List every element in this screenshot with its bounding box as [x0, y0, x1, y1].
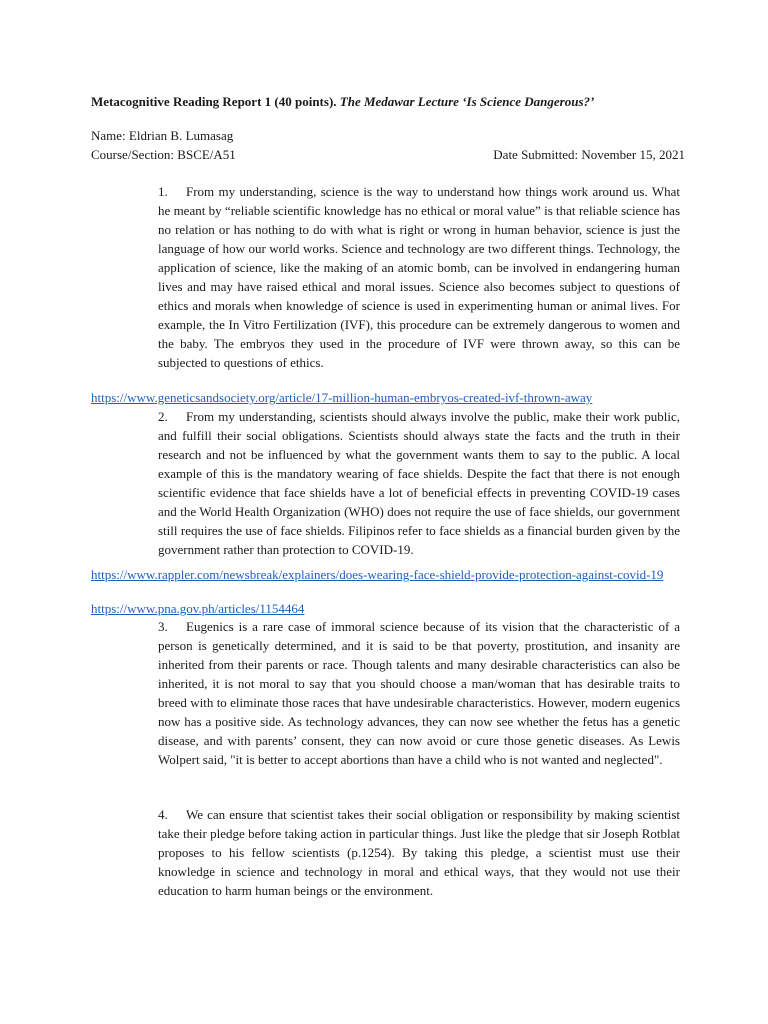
answer-1-text: From my understanding, science is the way to understand how things work around us. What he meant by “reliable scientific knowledge has no ethical or moral value” is that reliable science has no relation or has nothing to do with what is right or wrong in human behavior, science is just the language of how our world works. Science and technology are two different things. Technology, the application of science, like the making of an atomic bomb, can be involved in endangering human lives and may have raised ethical and moral issues. Science also becomes subject to questions of ethics and morals when knowledge of science is used in experimenting human or animal lives. For example, the In Vitro Fertilization (IVF), this procedure can be extremely dangerous to women and the baby. The embryos they used in the procedure of IVF were thrown away, so this can be subjected to questions of ethics.	[158, 184, 680, 370]
source-link-rappler[interactable]: https://www.rappler.com/newsbreak/explainers/does-wearing-face-shield-provide-protection-against-covid-19	[91, 567, 664, 582]
source-link-ivf[interactable]: https://www.geneticsandsociety.org/article/17-million-human-embryos-created-ivf-thrown-away	[91, 390, 593, 405]
answer-4	[158, 805, 680, 900]
answer-2-number: 2.	[158, 409, 168, 424]
course-section: Course/Section: BSCE/A51	[91, 147, 236, 162]
answer-4-text: We can ensure that scientist takes their social obligation or responsibility by making scientist take their pledge before taking action in particular things. Just like the pledge that sir Joseph Rotblat proposes to his fellow scientists (p.1254). By taking this pledge, a scientist must use their knowledge in science and technology in moral and ethical ways, that they would not use their education to harm human beings or the environment.	[158, 807, 680, 898]
answer-3-number: 3.	[158, 619, 168, 634]
course-date-row	[91, 145, 685, 164]
answer-1	[158, 182, 680, 372]
answer-3-text: Eugenics is a rare case of immoral science because of its vision that the characteristic of a person is genetically determined, and it is said to be that poverty, prostitution, and insanity are inherited from their parents or race. Though talents and many desirable characteristics can also be inherited, it is not moral to say that you should choose a man/woman that has desirable traits to breed with to eliminate those races that have undesirable characteristics. However, modern eugenics now has a positive side. As technology advances, they can now see whether the fetus has a genetic disease, and with parents’ consent, they can now avoid or cure those genetic diseases. As Lewis Wolpert said, "it is better to accept abortions than have a child who is not wanted and neglected".	[158, 619, 680, 767]
answer-1-number: 1.	[158, 184, 168, 199]
source-link-pna[interactable]: https://www.pna.gov.ph/articles/1154464	[91, 601, 305, 616]
title-prefix: Metacognitive Reading Report 1 (40 points).	[91, 94, 337, 109]
report-title	[91, 94, 594, 110]
student-info	[91, 126, 685, 164]
answer-4-number: 4.	[158, 807, 168, 822]
answer-3	[158, 617, 680, 769]
date-submitted: Date Submitted: November 15, 2021	[493, 147, 685, 162]
answer-2-text: From my understanding, scientists should always involve the public, make their work public, and fulfill their social obligations. Scientists should always state the facts and the truth in their research and not be influenced by what the government wants them to say to the public. A local example of this is the mandatory wearing of face shields. Despite the fact that there is not enough scientific evidence that face shields have a lot of beneficial effects in preventing COVID-19 cases and the World Health Organization (WHO) does not require the use of face shields, our government still requires the use of face shields. Filipinos refer to face shields as a financial burden given by the government rather than protection to COVID-19.	[158, 409, 680, 557]
title-italic: The Medawar Lecture ‘Is Science Dangerous?’	[339, 94, 595, 109]
answer-2	[158, 407, 680, 559]
student-name: Name: Eldrian B. Lumasag	[91, 128, 234, 143]
